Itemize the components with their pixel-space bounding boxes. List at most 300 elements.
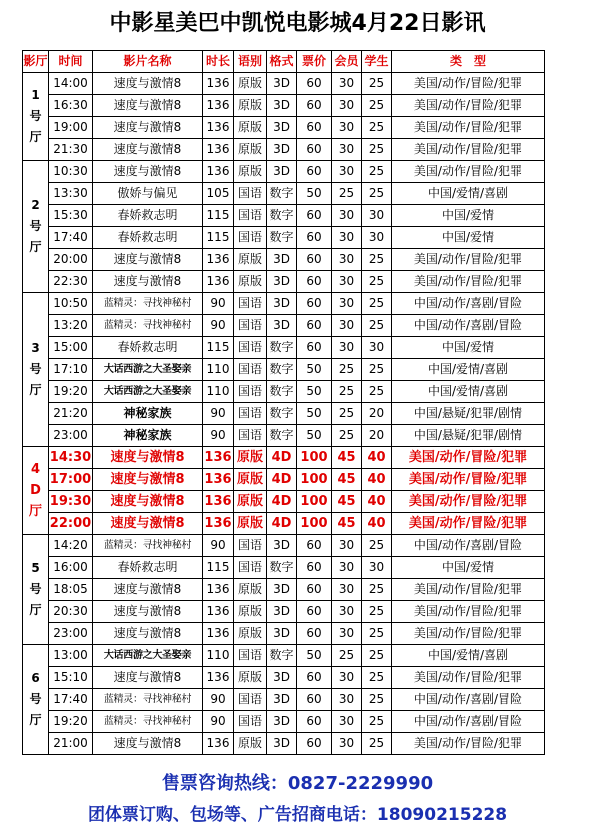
- price-cell: 60: [297, 711, 332, 733]
- hall-label-char: 厅: [29, 713, 42, 727]
- genre-cell: 美国/动作/冒险/犯罪: [392, 733, 545, 755]
- format-cell: 数字: [267, 227, 297, 249]
- student-price-cell: 25: [362, 293, 392, 315]
- genre-cell: 美国/动作/冒险/犯罪: [392, 601, 545, 623]
- price-cell: 60: [297, 601, 332, 623]
- time-cell: 19:20: [49, 711, 93, 733]
- time-cell: 16:00: [49, 557, 93, 579]
- student-price-cell: 25: [362, 73, 392, 95]
- language-cell: 国语: [234, 337, 267, 359]
- table-row: [23, 161, 545, 183]
- member-price-cell: 30: [332, 579, 362, 601]
- price-cell: 60: [297, 557, 332, 579]
- duration-cell: 136: [203, 117, 234, 139]
- duration-cell: 90: [203, 403, 234, 425]
- table-row: [23, 381, 545, 403]
- genre-cell: 中国/悬疑/犯罪/剧情: [392, 425, 545, 447]
- duration-cell: 90: [203, 535, 234, 557]
- language-cell: 原版: [234, 249, 267, 271]
- price-cell: 60: [297, 733, 332, 755]
- price-cell: 60: [297, 579, 332, 601]
- col-header-language: 语别: [234, 51, 267, 73]
- duration-cell: 136: [203, 95, 234, 117]
- time-cell: 16:30: [49, 95, 93, 117]
- language-cell: 原版: [234, 139, 267, 161]
- time-cell: 15:10: [49, 667, 93, 689]
- format-cell: 3D: [267, 117, 297, 139]
- duration-cell: 90: [203, 711, 234, 733]
- language-cell: 国语: [234, 315, 267, 337]
- member-price-cell: 30: [332, 293, 362, 315]
- time-cell: 17:40: [49, 689, 93, 711]
- language-cell: 国语: [234, 425, 267, 447]
- hall-label-char: 厅: [28, 504, 42, 519]
- time-cell: 13:00: [49, 645, 93, 667]
- member-price-cell: 25: [332, 645, 362, 667]
- student-price-cell: 25: [362, 139, 392, 161]
- movie-cell: 速度与激情8: [93, 491, 203, 513]
- student-price-cell: 25: [362, 601, 392, 623]
- genre-cell: 美国/动作/冒险/犯罪: [392, 667, 545, 689]
- student-price-cell: 25: [362, 117, 392, 139]
- movie-cell: 神秘家族: [93, 403, 203, 425]
- movie-cell: 速度与激情8: [93, 117, 203, 139]
- time-cell: 10:50: [49, 293, 93, 315]
- movie-cell: 速度与激情8: [93, 95, 203, 117]
- duration-cell: 90: [203, 689, 234, 711]
- time-cell: 13:20: [49, 315, 93, 337]
- movie-cell: 春娇救志明: [93, 557, 203, 579]
- member-price-cell: 30: [332, 733, 362, 755]
- genre-cell: 美国/动作/冒险/犯罪: [392, 491, 545, 513]
- ticket-hotline: 售票咨询热线：0827-2229990: [161, 773, 434, 794]
- language-cell: 国语: [234, 227, 267, 249]
- price-cell: 50: [297, 359, 332, 381]
- group-booking-contact: 团体票订购、包场等、广告招商电话：18090215228: [87, 805, 508, 825]
- table-row: [23, 227, 545, 249]
- member-price-cell: 30: [332, 667, 362, 689]
- time-cell: 22:30: [49, 271, 93, 293]
- movie-cell: 速度与激情8: [93, 271, 203, 293]
- col-header-member: 会员: [332, 51, 362, 73]
- genre-cell: 美国/动作/冒险/犯罪: [392, 95, 545, 117]
- format-cell: 数字: [267, 183, 297, 205]
- member-price-cell: 30: [332, 95, 362, 117]
- format-cell: 3D: [267, 249, 297, 271]
- member-price-cell: 30: [332, 205, 362, 227]
- student-price-cell: 25: [362, 667, 392, 689]
- member-price-cell: 30: [332, 711, 362, 733]
- time-cell: 14:30: [49, 447, 93, 469]
- movie-cell: 速度与激情8: [93, 161, 203, 183]
- page-title: 中影星美巴中凯悦电影城4月22日影讯: [109, 11, 486, 36]
- duration-cell: 136: [203, 161, 234, 183]
- format-cell: 3D: [267, 95, 297, 117]
- table-row: [23, 139, 545, 161]
- language-cell: 国语: [234, 689, 267, 711]
- format-cell: 数字: [267, 337, 297, 359]
- student-price-cell: 25: [362, 95, 392, 117]
- schedule-table: [22, 50, 545, 755]
- movie-cell: 蓝精灵：寻找神秘村: [93, 535, 203, 557]
- table-row: [23, 557, 545, 579]
- hall-label-char: 号: [29, 582, 42, 596]
- duration-cell: 115: [203, 227, 234, 249]
- price-cell: 60: [297, 293, 332, 315]
- movie-cell: 速度与激情8: [93, 733, 203, 755]
- member-price-cell: 30: [332, 139, 362, 161]
- movie-cell: 蓝精灵：寻找神秘村: [93, 711, 203, 733]
- genre-cell: 中国/爱情: [392, 557, 545, 579]
- price-cell: 60: [297, 161, 332, 183]
- duration-cell: 136: [203, 73, 234, 95]
- member-price-cell: 30: [332, 249, 362, 271]
- student-price-cell: 25: [362, 689, 392, 711]
- duration-cell: 136: [203, 447, 234, 469]
- table-row: [23, 733, 545, 755]
- duration-cell: 136: [203, 667, 234, 689]
- table-row: [23, 183, 545, 205]
- language-cell: 原版: [234, 161, 267, 183]
- hall-label: [23, 73, 49, 161]
- genre-cell: 美国/动作/冒险/犯罪: [392, 117, 545, 139]
- hall-label-char: 号: [29, 109, 42, 123]
- language-cell: 原版: [234, 73, 267, 95]
- member-price-cell: 30: [332, 161, 362, 183]
- language-cell: 原版: [234, 513, 267, 535]
- col-header-time: 时间: [49, 51, 93, 73]
- price-cell: 60: [297, 73, 332, 95]
- price-cell: 100: [297, 491, 332, 513]
- table-row: [23, 205, 545, 227]
- student-price-cell: 25: [362, 381, 392, 403]
- price-cell: 60: [297, 315, 332, 337]
- time-cell: 10:30: [49, 161, 93, 183]
- duration-cell: 136: [203, 491, 234, 513]
- table-row: [23, 491, 545, 513]
- price-cell: 100: [297, 469, 332, 491]
- table-row: [23, 315, 545, 337]
- duration-cell: 110: [203, 381, 234, 403]
- student-price-cell: 40: [362, 513, 392, 535]
- student-price-cell: 25: [362, 315, 392, 337]
- genre-cell: 中国/爱情: [392, 337, 545, 359]
- movie-cell: 速度与激情8: [93, 249, 203, 271]
- language-cell: 国语: [234, 359, 267, 381]
- movie-cell: 速度与激情8: [93, 579, 203, 601]
- member-price-cell: 25: [332, 403, 362, 425]
- format-cell: 数字: [267, 425, 297, 447]
- movie-cell: 春娇救志明: [93, 227, 203, 249]
- format-cell: 4D: [267, 469, 297, 491]
- language-cell: 原版: [234, 491, 267, 513]
- language-cell: 国语: [234, 645, 267, 667]
- table-row: [23, 425, 545, 447]
- table-row: [23, 623, 545, 645]
- format-cell: 数字: [267, 359, 297, 381]
- genre-cell: 美国/动作/冒险/犯罪: [392, 623, 545, 645]
- format-cell: 数字: [267, 645, 297, 667]
- movie-cell: 春娇救志明: [93, 337, 203, 359]
- member-price-cell: 25: [332, 359, 362, 381]
- time-cell: 19:20: [49, 381, 93, 403]
- format-cell: 数字: [267, 205, 297, 227]
- movie-cell: 蓝精灵：寻找神秘村: [93, 293, 203, 315]
- student-price-cell: 25: [362, 711, 392, 733]
- genre-cell: 中国/动作/喜剧/冒险: [392, 711, 545, 733]
- genre-cell: 美国/动作/冒险/犯罪: [392, 249, 545, 271]
- table-row: [23, 403, 545, 425]
- member-price-cell: 30: [332, 337, 362, 359]
- genre-cell: 中国/爱情/喜剧: [392, 183, 545, 205]
- table-row: [23, 513, 545, 535]
- member-price-cell: 45: [332, 513, 362, 535]
- hall-label-char: 3: [31, 341, 40, 355]
- format-cell: 3D: [267, 315, 297, 337]
- language-cell: 国语: [234, 183, 267, 205]
- member-price-cell: 30: [332, 315, 362, 337]
- format-cell: 3D: [267, 161, 297, 183]
- price-cell: 60: [297, 205, 332, 227]
- table-row: [23, 117, 545, 139]
- genre-cell: 中国/爱情/喜剧: [392, 645, 545, 667]
- table-row: [23, 293, 545, 315]
- format-cell: 3D: [267, 623, 297, 645]
- time-cell: 17:00: [49, 469, 93, 491]
- time-cell: 18:05: [49, 579, 93, 601]
- format-cell: 数字: [267, 557, 297, 579]
- student-price-cell: 25: [362, 623, 392, 645]
- duration-cell: 110: [203, 359, 234, 381]
- format-cell: 3D: [267, 579, 297, 601]
- language-cell: 国语: [234, 293, 267, 315]
- duration-cell: 136: [203, 139, 234, 161]
- movie-cell: 傲娇与偏见: [93, 183, 203, 205]
- hall-label: [23, 535, 49, 645]
- movie-cell: 蓝精灵：寻找神秘村: [93, 689, 203, 711]
- table-row: [23, 271, 545, 293]
- genre-cell: 中国/爱情: [392, 205, 545, 227]
- student-price-cell: 30: [362, 205, 392, 227]
- format-cell: 数字: [267, 381, 297, 403]
- table-row: [23, 337, 545, 359]
- genre-cell: 美国/动作/冒险/犯罪: [392, 447, 545, 469]
- format-cell: 3D: [267, 733, 297, 755]
- language-cell: 原版: [234, 117, 267, 139]
- col-header-duration: 时长: [203, 51, 234, 73]
- format-cell: 3D: [267, 667, 297, 689]
- movie-cell: 大话西游之大圣娶亲: [93, 359, 203, 381]
- table-row: [23, 359, 545, 381]
- duration-cell: 136: [203, 733, 234, 755]
- genre-cell: 美国/动作/冒险/犯罪: [392, 73, 545, 95]
- price-cell: 50: [297, 425, 332, 447]
- student-price-cell: 30: [362, 337, 392, 359]
- hall-label-char: 厅: [29, 383, 42, 397]
- student-price-cell: 25: [362, 249, 392, 271]
- format-cell: 3D: [267, 139, 297, 161]
- movie-cell: 速度与激情8: [93, 601, 203, 623]
- price-cell: 60: [297, 95, 332, 117]
- movie-cell: 速度与激情8: [93, 469, 203, 491]
- movie-cell: 大话西游之大圣娶亲: [93, 645, 203, 667]
- price-cell: 60: [297, 227, 332, 249]
- language-cell: 原版: [234, 667, 267, 689]
- time-cell: 14:20: [49, 535, 93, 557]
- language-cell: 国语: [234, 711, 267, 733]
- time-cell: 15:30: [49, 205, 93, 227]
- member-price-cell: 30: [332, 117, 362, 139]
- student-price-cell: 25: [362, 183, 392, 205]
- duration-cell: 105: [203, 183, 234, 205]
- movie-cell: 速度与激情8: [93, 447, 203, 469]
- table-row: [23, 601, 545, 623]
- movie-cell: 速度与激情8: [93, 667, 203, 689]
- student-price-cell: 40: [362, 491, 392, 513]
- price-cell: 60: [297, 689, 332, 711]
- format-cell: 3D: [267, 601, 297, 623]
- col-header-genre: 类 型: [392, 51, 545, 73]
- language-cell: 原版: [234, 469, 267, 491]
- movie-cell: 速度与激情8: [93, 623, 203, 645]
- hall-label-char: 号: [29, 692, 42, 706]
- genre-cell: 美国/动作/冒险/犯罪: [392, 469, 545, 491]
- table-row: [23, 645, 545, 667]
- member-price-cell: 45: [332, 491, 362, 513]
- price-cell: 60: [297, 249, 332, 271]
- time-cell: 14:00: [49, 73, 93, 95]
- hall-label-char: D: [30, 483, 41, 498]
- hall-label-char: 6: [31, 671, 40, 685]
- member-price-cell: 30: [332, 601, 362, 623]
- movie-cell: 蓝精灵：寻找神秘村: [93, 315, 203, 337]
- hall-label-char: 厅: [29, 603, 42, 617]
- duration-cell: 115: [203, 205, 234, 227]
- table-row: [23, 535, 545, 557]
- format-cell: 3D: [267, 535, 297, 557]
- price-cell: 100: [297, 447, 332, 469]
- genre-cell: 中国/动作/喜剧/冒险: [392, 315, 545, 337]
- price-cell: 60: [297, 139, 332, 161]
- genre-cell: 美国/动作/冒险/犯罪: [392, 579, 545, 601]
- duration-cell: 136: [203, 513, 234, 535]
- member-price-cell: 45: [332, 447, 362, 469]
- table-row: [23, 469, 545, 491]
- genre-cell: 中国/爱情: [392, 227, 545, 249]
- col-header-format: 格式: [267, 51, 297, 73]
- price-cell: 100: [297, 513, 332, 535]
- student-price-cell: 25: [362, 359, 392, 381]
- language-cell: 国语: [234, 205, 267, 227]
- table-row: [23, 73, 545, 95]
- member-price-cell: 25: [332, 425, 362, 447]
- time-cell: 17:10: [49, 359, 93, 381]
- table-row: [23, 711, 545, 733]
- genre-cell: 美国/动作/冒险/犯罪: [392, 139, 545, 161]
- table-row: [23, 579, 545, 601]
- member-price-cell: 30: [332, 557, 362, 579]
- hall-label: [23, 161, 49, 293]
- member-price-cell: 30: [332, 623, 362, 645]
- language-cell: 原版: [234, 601, 267, 623]
- genre-cell: 美国/动作/冒险/犯罪: [392, 513, 545, 535]
- time-cell: 20:00: [49, 249, 93, 271]
- duration-cell: 90: [203, 315, 234, 337]
- member-price-cell: 45: [332, 469, 362, 491]
- movie-cell: 速度与激情8: [93, 73, 203, 95]
- time-cell: 23:00: [49, 425, 93, 447]
- price-cell: 60: [297, 337, 332, 359]
- hall-label-char: 号: [29, 219, 42, 233]
- price-cell: 50: [297, 403, 332, 425]
- hall-label: [23, 293, 49, 447]
- member-price-cell: 25: [332, 183, 362, 205]
- duration-cell: 136: [203, 623, 234, 645]
- format-cell: 4D: [267, 491, 297, 513]
- member-price-cell: 30: [332, 535, 362, 557]
- genre-cell: 美国/动作/冒险/犯罪: [392, 161, 545, 183]
- student-price-cell: 25: [362, 733, 392, 755]
- language-cell: 国语: [234, 557, 267, 579]
- hall-label-char: 5: [31, 561, 40, 575]
- language-cell: 原版: [234, 623, 267, 645]
- duration-cell: 90: [203, 425, 234, 447]
- genre-cell: 中国/悬疑/犯罪/剧情: [392, 403, 545, 425]
- movie-cell: 春娇救志明: [93, 205, 203, 227]
- language-cell: 原版: [234, 95, 267, 117]
- table-header-row: [23, 51, 545, 73]
- hall-label: [23, 447, 49, 535]
- student-price-cell: 20: [362, 403, 392, 425]
- format-cell: 数字: [267, 403, 297, 425]
- student-price-cell: 30: [362, 227, 392, 249]
- duration-cell: 136: [203, 249, 234, 271]
- col-header-hall: 影厅: [23, 51, 49, 73]
- time-cell: 21:00: [49, 733, 93, 755]
- table-row: [23, 667, 545, 689]
- col-header-price: 票价: [297, 51, 332, 73]
- student-price-cell: 25: [362, 645, 392, 667]
- hall-label-char: 2: [31, 198, 40, 212]
- language-cell: 原版: [234, 447, 267, 469]
- time-cell: 22:00: [49, 513, 93, 535]
- hall-label-char: 4: [30, 462, 41, 477]
- table-row: [23, 447, 545, 469]
- duration-cell: 115: [203, 557, 234, 579]
- duration-cell: 115: [203, 337, 234, 359]
- member-price-cell: 25: [332, 381, 362, 403]
- language-cell: 原版: [234, 271, 267, 293]
- language-cell: 原版: [234, 733, 267, 755]
- student-price-cell: 30: [362, 557, 392, 579]
- duration-cell: 90: [203, 293, 234, 315]
- price-cell: 50: [297, 381, 332, 403]
- member-price-cell: 30: [332, 271, 362, 293]
- time-cell: 21:20: [49, 403, 93, 425]
- genre-cell: 中国/动作/喜剧/冒险: [392, 689, 545, 711]
- genre-cell: 中国/动作/喜剧/冒险: [392, 535, 545, 557]
- format-cell: 3D: [267, 271, 297, 293]
- format-cell: 4D: [267, 513, 297, 535]
- hall-label-char: 号: [29, 362, 42, 376]
- time-cell: 15:00: [49, 337, 93, 359]
- movie-cell: 神秘家族: [93, 425, 203, 447]
- movie-cell: 速度与激情8: [93, 513, 203, 535]
- student-price-cell: 25: [362, 271, 392, 293]
- price-cell: 50: [297, 183, 332, 205]
- time-cell: 17:40: [49, 227, 93, 249]
- genre-cell: 中国/动作/喜剧/冒险: [392, 293, 545, 315]
